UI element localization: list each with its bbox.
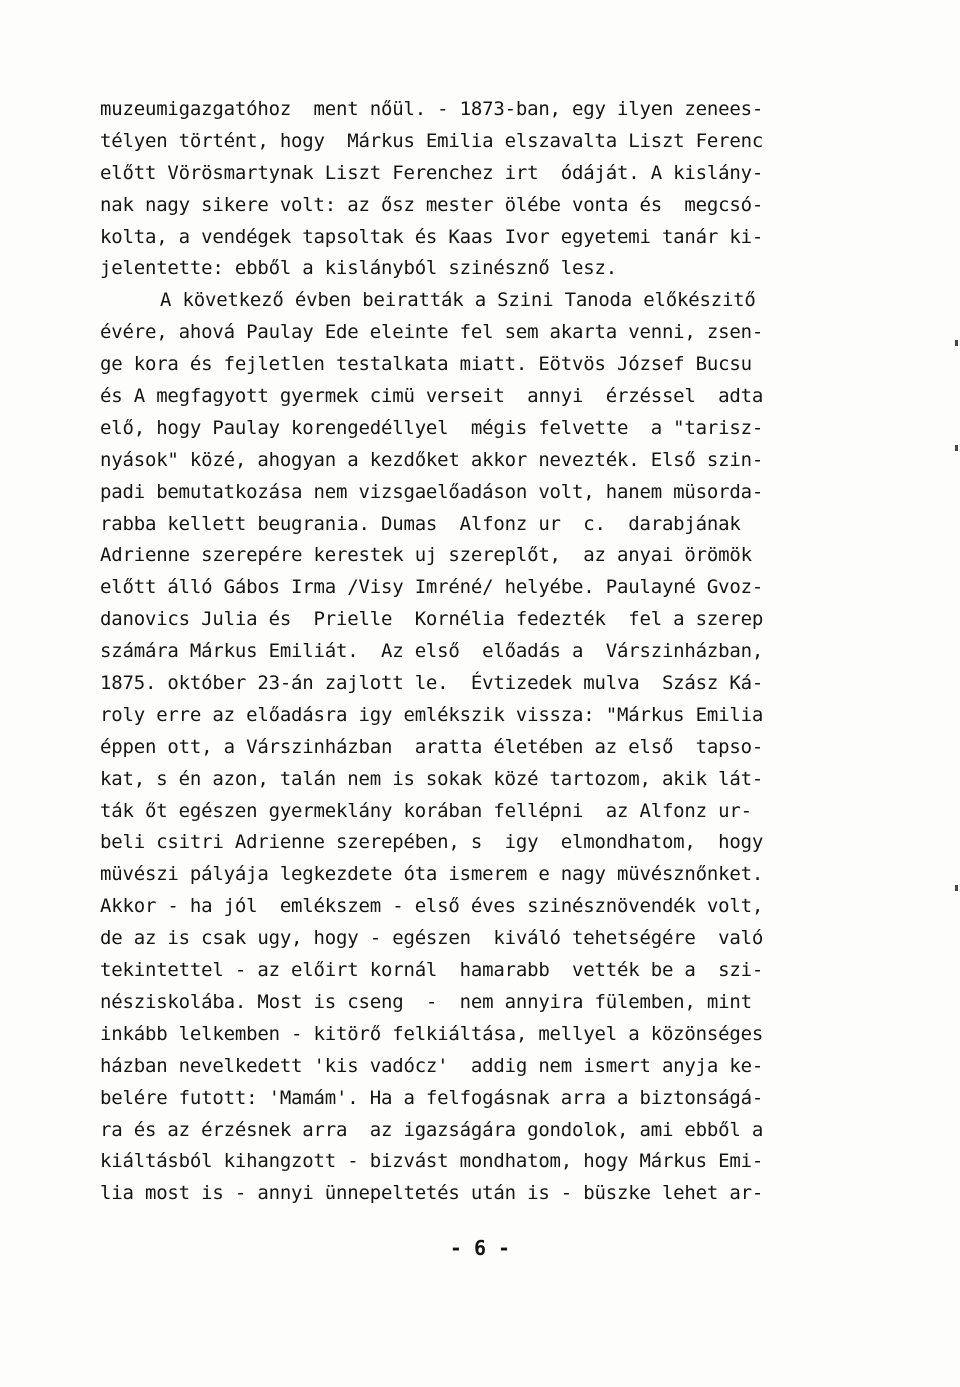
text-line: számára Márkus Emiliát. Az első előadás a Várszinházban,	[100, 640, 764, 663]
text-line: 1875. október 23-án zajlott le. Évtizedek mulva Szász Ká-	[100, 672, 764, 695]
text-line: elő, hogy Paulay korengedéllyel mégis felvette a "tarisz-	[100, 416, 764, 439]
text-line: ra és az érzésnek arra az igazságára gondolok, ami ebből a	[100, 1118, 764, 1141]
text-line: lia most is - annyi ünnepeltetés után is - büszke lehet ar-	[100, 1182, 764, 1205]
text-line: müvészi pályája legkezdete óta ismerem e nagy müvésznőnket.	[100, 863, 764, 886]
text-line: nésziskolába. Most is cseng - nem annyira fülemben, mint	[100, 990, 752, 1013]
text-line: éppen ott, a Várszinházban aratta életében az első tapso-	[100, 735, 764, 758]
text-line: inkább lelkemben - kitörő felkiáltása, mellyel a közönséges	[100, 1022, 764, 1045]
text-line: kat, s én azon, talán nem is sokak közé tartozom, akik lát-	[100, 767, 764, 790]
text-line: jelentette: ebből a kislányból szinésznő lesz.	[100, 257, 617, 280]
margin-speck	[955, 885, 958, 891]
body-text	[100, 94, 880, 1210]
margin-speck	[955, 445, 958, 451]
text-line: évére, ahová Paulay Ede eleinte fel sem akarta venni, zsen-	[100, 321, 764, 344]
text-line: Adrienne szerepére kerestek uj szereplőt, az anyai örömök	[100, 544, 752, 567]
text-line: előtt álló Gábos Irma /Visy Imréné/ helyébe. Paulayné Gvoz-	[100, 576, 764, 599]
text-line: danovics Julia és Prielle Kornélia fedezték fel a szerep	[100, 608, 764, 631]
text-line: ták őt egészen gyermeklány korában fellépni az Alfonz ur-	[100, 799, 752, 822]
text-line: muzeumigazgatóhoz ment nőül. - 1873-ban, egy ilyen zenees-	[100, 98, 764, 120]
text-line: és A megfagyott gyermek cimü verseit annyi érzéssel adta	[100, 385, 764, 408]
text-line: előtt Vörösmartynak Liszt Ferenchez irt ódáját. A kislány-	[100, 161, 764, 184]
text-line: roly erre az előadásra igy emlékszik vissza: "Márkus Emilia	[100, 703, 764, 726]
text-line: Akkor - ha jól emlékszem - első éves szinésznövendék volt,	[100, 895, 764, 918]
text-line: rabba kellett beugrania. Dumas Alfonz ur c. darabjának	[100, 512, 741, 535]
margin-speck	[955, 340, 958, 346]
text-line: belére futott: 'Mamám'. Ha a felfogásnak arra a biztonságá-	[100, 1086, 764, 1109]
text-line-paragraph-start: A következő évben beiratták a Szini Tanoda előkészitő	[160, 289, 756, 312]
text-line: kolta, a vendégek tapsoltak és Kaas Ivor egyetemi tanár ki-	[100, 225, 764, 248]
text-line: beli csitri Adrienne szerepében, s igy elmondhatom, hogy	[100, 831, 764, 854]
text-line: de az is csak ugy, hogy - egészen kiváló tehetségére való	[100, 927, 764, 950]
text-line: nak nagy sikere volt: az ősz mester ölébe vonta és megcsó-	[100, 193, 764, 216]
text-line: télyen történt, hogy Márkus Emilia elszavalta Liszt Ferenc	[100, 129, 764, 152]
text-line: nyások" közé, ahogyan a kezdőket akkor nevezték. Első szin-	[100, 448, 764, 471]
text-line: padi bemutatkozása nem vizsgaelőadáson volt, hanem müsorda-	[100, 480, 764, 503]
text-line: ge kora és fejletlen testalkata miatt. Eötvös József Bucsu	[100, 353, 752, 376]
text-line: kiáltásból kihangzott - bizvást mondhatom, hogy Márkus Emi-	[100, 1150, 764, 1173]
page-number: - 6 -	[449, 1236, 511, 1260]
text-line: tekintettel - az előirt kornál hamarabb vették be a szi-	[100, 959, 764, 982]
text-line: házban nevelkedett 'kis vadócz' addig nem ismert anyja ke-	[100, 1054, 764, 1077]
